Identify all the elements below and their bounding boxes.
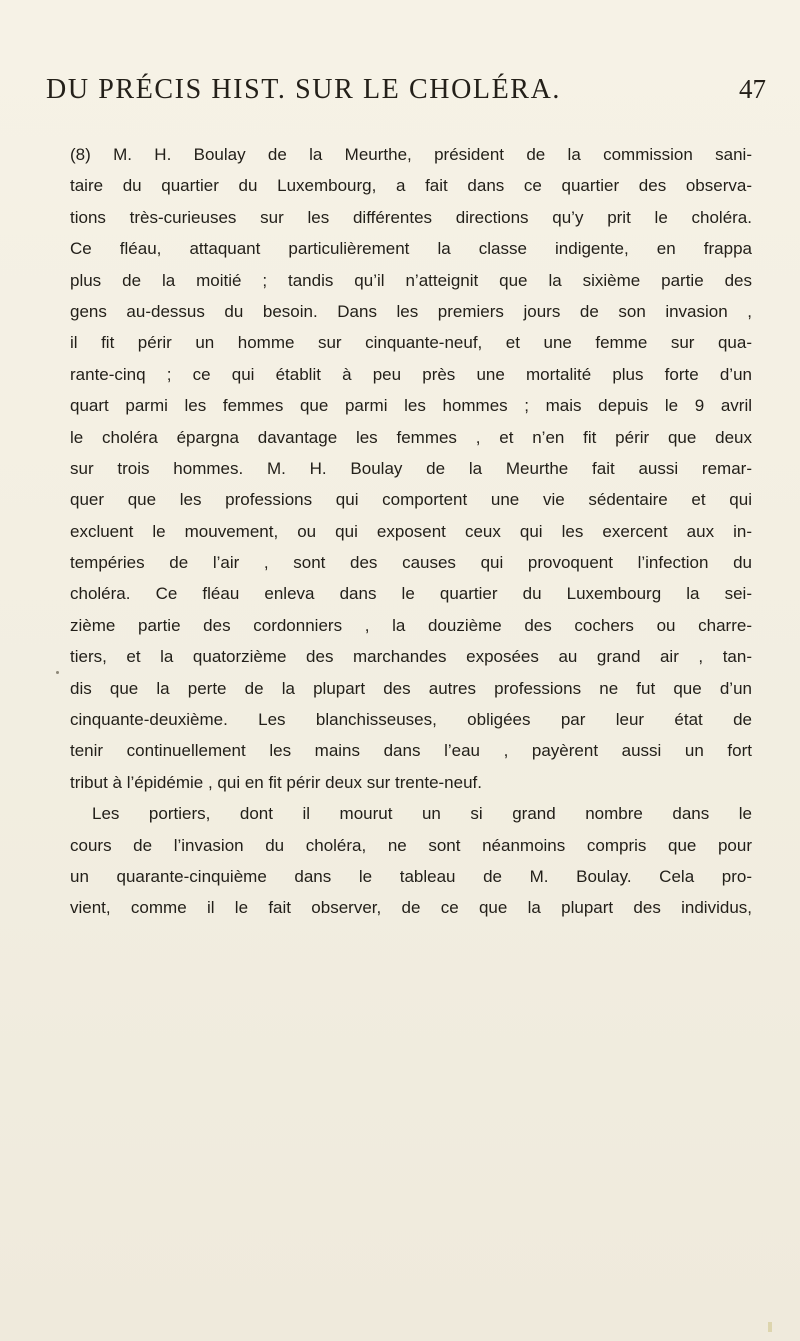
footnote-text [70, 139, 752, 924]
text-line: un quarante-cinquième dans le tableau de M. Boulay. Cela pro- [70, 866, 752, 886]
text-line: taire du quartier du Luxembourg, a fait dans ce quartier des observa- [70, 176, 752, 196]
text-line: tempéries de l’air , sont des causes qui provoquent l’infection du [70, 553, 752, 573]
text-line: cinquante-deuxième. Les blanchisseuses, obligées par leur état de [70, 710, 752, 730]
text-line: gens au-dessus du besoin. Dans les premiers jours de son invasion , [70, 301, 752, 321]
text-line: zième partie des cordonniers , la douzième des cochers ou charre- [70, 615, 752, 635]
text-line: dis que la perte de la plupart des autres professions ne fut que d’un [70, 678, 752, 698]
running-head [46, 74, 766, 114]
paper-speck [768, 1322, 772, 1332]
text-line: (8) M. H. Boulay de la Meurthe, président de la commission sani- [70, 145, 752, 164]
text-line: tiers, et la quatorzième des marchandes exposées au grand air , tan- [70, 647, 752, 667]
text-line: quart parmi les femmes que parmi les hommes ; mais depuis le 9 avril [70, 396, 752, 416]
text-line: choléra. Ce fléau enleva dans le quartier du Luxembourg la sei- [70, 584, 752, 604]
text-line: vient, comme il le fait observer, de ce que la plupart des individus, [70, 898, 752, 918]
text-line: plus de la moitié ; tandis qu’il n’atteignit que la sixième partie des [70, 270, 752, 290]
text-line: excluent le mouvement, ou qui exposent ceux qui les exercent aux in- [70, 521, 752, 541]
text-line: le choléra épargna davantage les femmes , et n’en fit périr que deux [70, 427, 752, 447]
running-title: DU PRÉCIS HIST. SUR LE CHOLÉRA. [46, 74, 562, 105]
text-line: Ce fléau, attaquant particulièrement la classe indigente, en frappa [70, 239, 752, 259]
text-line: cours de l’invasion du choléra, ne sont néanmoins compris que pour [70, 835, 752, 855]
text-line: tions très-curieuses sur les différentes directions qu’y prit le choléra. [70, 207, 752, 227]
text-line: il fit périr un homme sur cinquante-neuf, et une femme sur qua- [70, 333, 752, 353]
text-line: quer que les professions qui comportent une vie sédentaire et qui [70, 490, 752, 510]
text-line: rante-cinq ; ce qui établit à peu près une mortalité plus forte d’un [70, 364, 752, 384]
paper-speck [56, 671, 59, 674]
page-number: 47 [739, 74, 766, 104]
text-line: tenir continuellement les mains dans l’eau , payèrent aussi un fort [70, 741, 752, 761]
text-line paragraph-end: tribut à l’épidémie , qui en fit périr deux sur trente-neuf. [70, 772, 482, 792]
text-line paragraph-start: Les portiers, dont il mourut un si grand nombre dans le [92, 804, 752, 824]
text-line: sur trois hommes. M. H. Boulay de la Meurthe fait aussi remar- [70, 458, 752, 478]
